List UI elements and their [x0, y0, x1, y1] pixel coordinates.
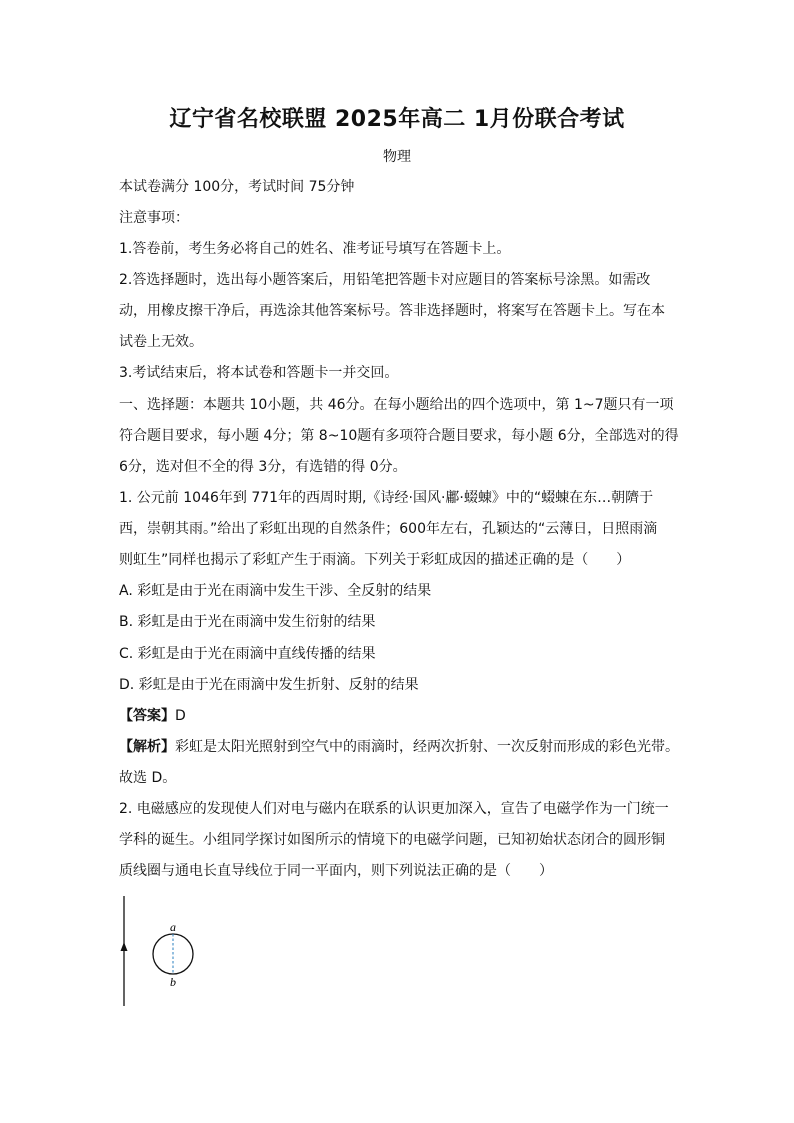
section1-line-2: 符合题目要求，每小题 4分；第 8~10题有多项符合题目要求，每小题 6分，全部选对的得 [119, 428, 679, 444]
section1-line-3: 6分，选对但不全的得 3分，有选错的得 0分。 [119, 459, 407, 475]
q2-stem-line-2: 学科的诞生。小组同学探讨如图所示的情境下的电磁学问题，已知初始状态闭合的圆形铜 [119, 832, 665, 848]
q1-answer [119, 706, 679, 726]
exam-title: 辽宁省名校联盟 2025年高二 1月份联合考试 [169, 107, 625, 132]
q1-stem-line-3: 则虹生”同样也揭示了彩虹产生于雨滴。下列关于彩虹成因的描述正确的是（ ） [119, 552, 631, 568]
q1-option-d: D. 彩虹是由于光在雨滴中发生折射、反射的结果 [119, 677, 419, 693]
q2-stem-line-1: 2. 电磁感应的发现使人们对电与磁内在联系的认识更加深入，宣告了电磁学作为一门统一 [119, 801, 669, 817]
notice-item-2-line-3: 试卷上无效。 [119, 334, 203, 350]
notice-item-3: 3.考试结束后，将本试卷和答题卡一并交回。 [119, 365, 399, 381]
analysis-label: 【解析】 [119, 739, 175, 755]
notice-heading: 注意事项： [119, 210, 189, 226]
q1-conclusion: 故选 D。 [119, 770, 177, 786]
current-arrow-icon [121, 942, 128, 951]
exam-info: 本试卷满分 100分，考试时间 75分钟 [119, 179, 355, 195]
q2-figure [110, 890, 210, 1010]
q1-stem-line-2: 西，崇朝其雨。”给出了彩虹出现的自然条件；600年左右，孔颖达的“云薄日，日照雨滴 [119, 521, 658, 537]
answer-label: 【答案】 [119, 708, 175, 724]
notice-item-2-line-2: 动，用橡皮擦干净后，再选涂其他答案标号。答非选择题时，将案写在答题卡上。写在本 [119, 303, 665, 319]
q1-option-a: A. 彩虹是由于光在雨滴中发生干涉、全反射的结果 [119, 583, 432, 599]
analysis-text: 彩虹是太阳光照射到空气中的雨滴时，经两次折射、一次反射而形成的彩色光带。 [175, 739, 679, 755]
notice-item-1: 1.答卷前，考生务必将自己的姓名、准考证号填写在答题卡上。 [119, 241, 511, 257]
point-b-label: b [170, 975, 176, 989]
q1-option-b: B. 彩虹是由于光在雨滴中发生衍射的结果 [119, 614, 376, 630]
q1-analysis [119, 737, 679, 757]
answer-value: D [175, 708, 186, 724]
notice-item-2-line-1: 2.答选择题时，选出每小题答案后，用铅笔把答题卡对应题目的答案标号涂黑。如需改 [119, 272, 651, 288]
q1-option-c: C. 彩虹是由于光在雨滴中直线传播的结果 [119, 646, 376, 662]
q1-stem-line-1: 1. 公元前 1046年到 771年的西周时期,《诗经·国风·鄘·蝃蝀》中的“蝃蝀在东…朝隮于 [119, 490, 654, 506]
exam-subject: 物理 [383, 149, 411, 165]
point-a-label: a [170, 920, 176, 934]
section1-line-1: 一、选择题：本题共 10小题，共 46分。在每小题给出的四个选项中，第 1~7题只有一项 [119, 397, 674, 413]
q2-stem-line-3: 质线圈与通电长直导线位于同一平面内，则下列说法正确的是（ ） [119, 863, 553, 879]
